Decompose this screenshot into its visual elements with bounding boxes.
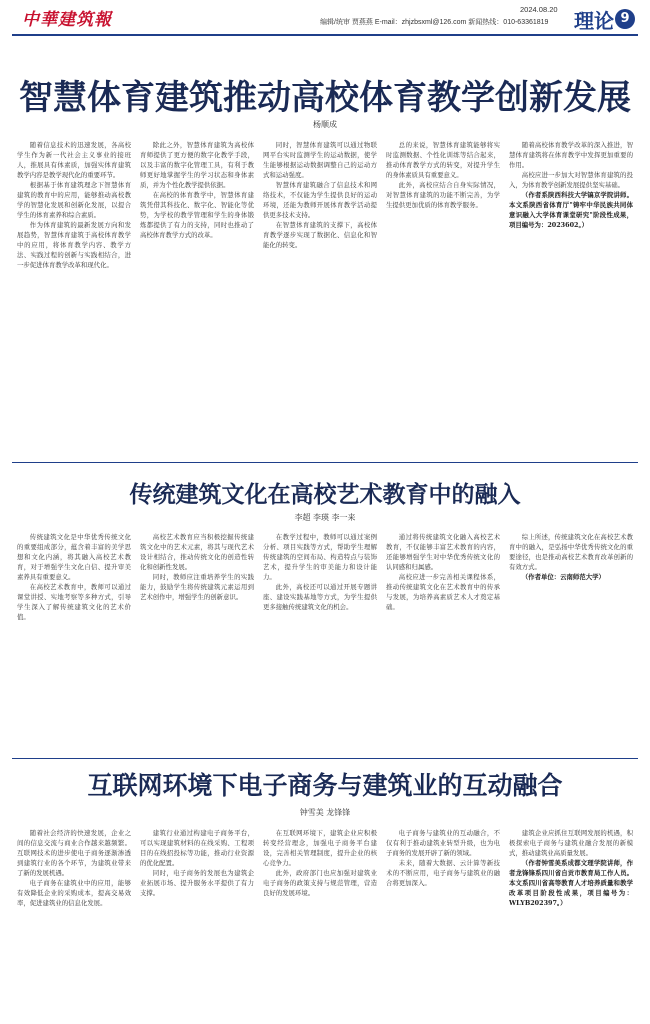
paragraph: 在高校艺术教育中，教师可以通过课堂讲授、实地考察等多种方式，引导学生深入了解传统建筑文化的艺术价值。 (17, 583, 131, 621)
paragraph: 同时，智慧体育建筑可以通过物联网平台实时监测学生的运动数据，使学生能够根据运动数据调整自己的运动方式和运动强度。 (263, 141, 377, 179)
article-1-column-4 (386, 140, 500, 455)
paragraph: 智慧体育建筑融合了信息技术和网络技术，不仅能为学生提供良好的运动环境，还能为教师开展体育教学活动提供更多技术支持。 (263, 181, 377, 219)
paragraph: 高校应进一步加大对智慧体育建筑的投入，为体育教学创新发展提供坚实基础。 (509, 171, 633, 189)
article-1-column-1 (17, 140, 131, 455)
paragraph: 此外，高校还可以通过开展专题讲座、建设实践基地等方式，为学生提供更多接触传统建筑文化的机会。 (263, 583, 377, 611)
section-title: 理论 (574, 9, 614, 33)
article-divider (12, 462, 638, 463)
paragraph: 传统建筑文化是中华优秀传统文化的重要组成部分，蕴含着丰富的美学思想和文化内涵，将其融入高校艺术教育，对于增强学生文化自信、提升审美素养具有重要意义。 (17, 533, 131, 581)
article-2-column-3 (263, 532, 377, 750)
article-2-column-5 (509, 532, 633, 750)
article-1-column-5 (509, 140, 633, 455)
article-1-column-2 (140, 140, 254, 455)
paragraph: 通过将传统建筑文化融入高校艺术教育，不仅能够丰富艺术教育的内容，还能够增强学生对中华优秀传统文化的认同感和归属感。 (386, 533, 500, 571)
paragraph: 根据基于体育建筑理念下智慧体育建筑的教育中的应用，能够推动高校教学的智慧化发展和创新化发展，以提合学生的体育素养和综合素质。 (17, 181, 131, 219)
paragraph: 在互联网环境下，建筑企业应积极转变经营理念，加强电子商务平台建设，完善相关管理制度，提升企业的核心竞争力。 (263, 829, 377, 867)
paragraph: 电子商务在建筑业中的应用，能够有效降低企业的采购成本，提高交易效率，促进建筑业的信息化发展。 (17, 879, 131, 907)
article-2-column-4 (386, 532, 500, 750)
paragraph: 除此之外，智慧体育建筑为高校体育师提供了更方便的数字化教学手段，以及丰富的数字化管理工具，有利于教师更好地掌握学生的学习状态和身体素质，并为个性化教学提供依据。 (140, 141, 254, 189)
paragraph: 在教学过程中，教师可以通过案例分析、项目实践等方式，帮助学生理解传统建筑的空间布局、构造特点与装饰艺术，提升学生的审美能力和设计能力。 (263, 533, 377, 581)
author-note: （作者单位：云南师范大学） (521, 573, 605, 581)
article-3-column-3 (263, 828, 377, 1018)
paragraph: 建筑行业通过构建电子商务平台，可以实现建筑材料的在线采购、工程项目的在线招投标等功能，推动行业资源的优化配置。 (140, 829, 254, 867)
paragraph: 作为体育建筑的最新发展方向和发展趋势，智慧体育建筑于高校体育教学中的应用，将体育教学内容、教学方法、实践过程的创新与实践相结合，进一步促进体育教学改革和现代化。 (17, 221, 131, 269)
article-3-column-5 (509, 828, 633, 1018)
header-rule (12, 34, 638, 36)
paragraph: 此外，政府部门也应加强对建筑业电子商务的政策支持与规范管理，营造良好的发展环境。 (263, 869, 377, 897)
editor-info: 编辑/统审 贾燕燕 E-mail：zhjzbsxml@126.com 新闻热线：010-63361819 (320, 19, 549, 26)
article-1-title: 智慧体育建筑推动高校体育教学创新发展 (19, 78, 631, 118)
article-3-column-2 (140, 828, 254, 1018)
page-number: 9 (615, 9, 635, 29)
issue-date: 2024.08.20 (520, 5, 558, 14)
paragraph: 在智慧体育建筑的支撑下，高校体育教学逐步实现了数据化、信息化和智能化的转变。 (263, 221, 377, 249)
paragraph: 随着社会经济的快速发展，企业之间的信息交流与商业合作越来越频繁。互联网技术的进步使电子商务逐渐渗透到建筑行业的各个环节，为建筑业带来了新的发展机遇。 (17, 829, 131, 877)
article-3-title: 互联网环境下电子商务与建筑业的互动融合 (87, 771, 563, 800)
paragraph: 高校应进一步完善相关课程体系，推动传统建筑文化在艺术教育中的传承与发展，为培养高素质艺术人才奠定基础。 (386, 573, 500, 611)
article-1-column-3 (263, 140, 377, 455)
author-note: （作者钟雪美系成都文理学院讲师，作者龙锋锋系四川省自贡市教育局工作人员。本文系四川省高等教育人才培养质量和教学改革项目阶段性成果，项目编号为：WLYB202397。） (509, 859, 633, 907)
paragraph: 同时，教师应注重培养学生的实践能力，鼓励学生将传统建筑元素运用到艺术创作中，增强学生的创新意识。 (140, 573, 254, 601)
article-3-column-1 (17, 828, 131, 1018)
article-2-column-1 (17, 532, 131, 750)
paragraph: 随着信息技术的迅速发展，各高校学生作为新一代社会主义事业的接班人，推展具有体素质，加强实体育建筑教学内容是教学现代化的重要环节。 (17, 141, 131, 179)
article-divider (12, 758, 638, 759)
paragraph: 综上所述，传统建筑文化在高校艺术教育中的融入，是弘扬中华优秀传统文化的重要途径，也是推动高校艺术教育改革创新的有效方式。 (509, 533, 633, 571)
article-3-column-4 (386, 828, 500, 1018)
article-1-author: 杨顺成 (313, 120, 337, 129)
article-2-column-2 (140, 532, 254, 750)
paragraph: 随着高校体育教学改革的深入推进，智慧体育建筑将在体育教学中发挥更加重要的作用。 (509, 141, 633, 169)
paragraph: 未来，随着大数据、云计算等新技术的不断应用，电子商务与建筑业的融合将更加深入。 (386, 859, 500, 887)
author-note: （作者系陕西科技大学镐京学院讲师。本文系陕西省体育厅"铸牢中华民族共同体意识融入大学体育课堂研究"阶段性成果，项目编号为：2023602。） (509, 191, 633, 229)
article-3-author: 钟雪美 龙锋锋 (299, 808, 351, 817)
paragraph: 电子商务与建筑业的互动融合，不仅有利于推动建筑业转型升级，也为电子商务的发展开辟了新的领域。 (386, 829, 500, 857)
article-2-author: 李超 李瑛 李一来 (294, 513, 356, 522)
newspaper-logo: 中華建筑報 (22, 10, 112, 30)
paragraph: 建筑企业应抓住互联网发展的机遇，积极探索电子商务与建筑业融合发展的新模式，推动建筑业高质量发展。 (509, 829, 633, 857)
paragraph: 此外，高校应结合自身实际情况，对智慧体育建筑的功能不断完善，为学生提供更加优质的体育教学服务。 (386, 181, 500, 209)
paragraph: 总的来说，智慧体育建筑能够将实时监测数据、个性化训练等结合起来，推动体育教学方式的转变，对提升学生的身体素质具有重要意义。 (386, 141, 500, 179)
paragraph: 在高校的体育教学中，智慧体育建筑凭借其科技化、数字化、智能化等优势，为学校的教学管理和学生的身体锻炼都提供了有力的支持，同时也推动了高校体育教学方式的改革。 (140, 191, 254, 239)
article-2-title: 传统建筑文化在高校艺术教育中的融入 (129, 482, 521, 508)
paragraph: 高校艺术教育应当积极挖掘传统建筑文化中的艺术元素，将其与现代艺术设计相结合，推动传统文化的创造性转化和创新性发展。 (140, 533, 254, 571)
paragraph: 同时，电子商务的发展也为建筑企业拓展市场、提升服务水平提供了有力支撑。 (140, 869, 254, 897)
